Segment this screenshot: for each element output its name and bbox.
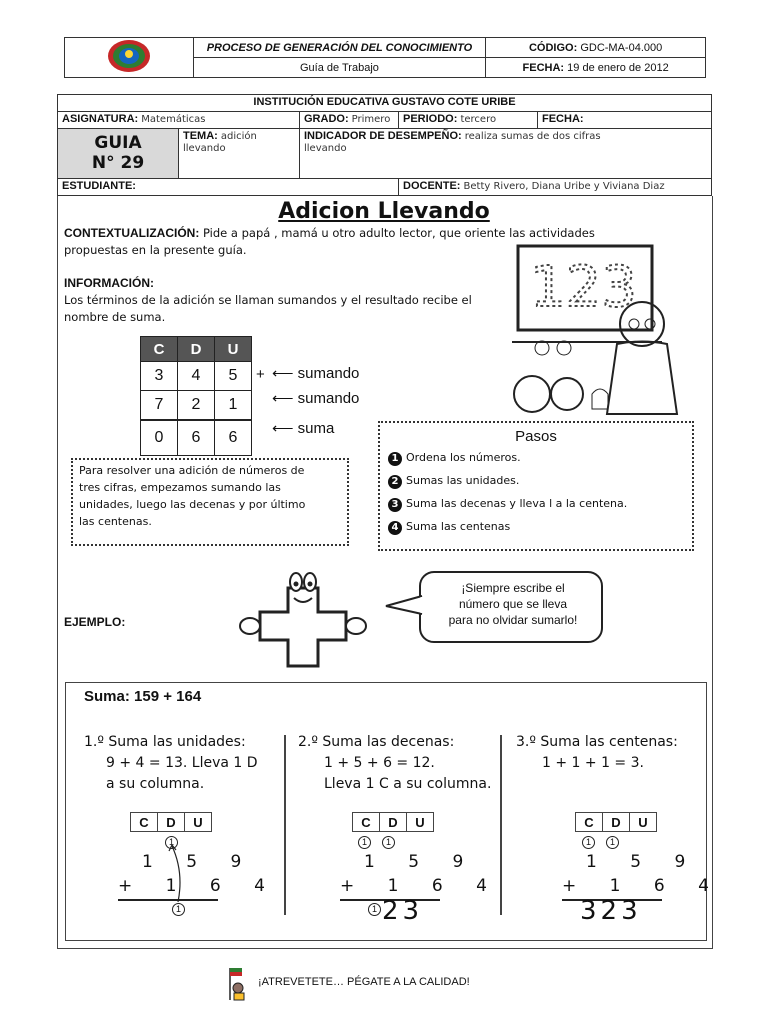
plus-character-icon: [238, 570, 368, 670]
plus-sign: +: [256, 366, 265, 383]
carry-circle: 1: [382, 836, 395, 849]
date-cell: FECHA: 19 de enero de 2012: [486, 58, 706, 78]
institution-name: INSTITUCIÓN EDUCATIVA GUSTAVO COTE URIBE: [58, 95, 712, 112]
carry-circle: 1: [606, 836, 619, 849]
cell: 7: [141, 391, 178, 421]
carry-circle: 1: [358, 836, 371, 849]
carry-circle: 1: [172, 903, 185, 916]
cell: 6: [178, 420, 215, 456]
step-item: 3 Suma las decenas y lleva l a la centena.: [388, 497, 692, 512]
carry-arrow-icon: [168, 842, 188, 904]
school-logo-icon: [106, 38, 152, 74]
step2-text: 2.º Suma las decenas: 1 + 5 + 6 = 12. Lleva 1 C a su columna.: [298, 734, 492, 792]
carry-circle: 1: [368, 903, 381, 916]
header-c: C: [141, 337, 178, 362]
guide-number: GUIA N° 29: [58, 128, 179, 179]
cell: 1: [215, 391, 252, 421]
indicator-cell: INDICADOR DE DESEMPEÑO: realiza sumas de dos cifras llevando: [300, 128, 712, 179]
date-field[interactable]: FECHA:: [538, 111, 712, 128]
cell: 3: [141, 362, 178, 391]
information-section: INFORMACIÓN: Los términos de la adición se llaman sumandos y el resultado recibe el nombre de suma.: [64, 276, 472, 324]
student-field[interactable]: ESTUDIANTE:: [58, 179, 399, 196]
header-d: D: [178, 337, 215, 362]
worked-example-title: Suma: 159 + 164: [84, 688, 202, 705]
step3-text: 3.º Suma las centenas: 1 + 1 + 1 = 3.: [516, 734, 678, 771]
addend-top: 1 5 9: [142, 852, 256, 872]
cell: 0: [141, 420, 178, 456]
partial-result: 23: [382, 896, 424, 926]
step-item: 1 Ordena los números.: [388, 451, 692, 466]
steps-title: Pasos: [515, 428, 557, 445]
step-item: 4 Suma las centenas: [388, 520, 692, 535]
header-table: [64, 37, 706, 78]
suma-label: ⟵ suma: [272, 420, 335, 437]
cell: 5: [215, 362, 252, 391]
addend-bottom: + 1 6 4: [562, 876, 723, 896]
page-title: Adicion Llevando: [278, 199, 490, 224]
cell: 4: [178, 362, 215, 391]
speech-bubble-text: ¡Siempre escribe el número que se lleva para no olvidar sumarlo!: [448, 581, 578, 627]
cell: 6: [215, 420, 252, 456]
teacher-cell: DOCENTE: Betty Rivero, Diana Uribe y Viviana Diaz: [399, 179, 712, 196]
step1-text: 1.º Suma las unidades: 9 + 4 = 13. Lleva 1 D a su columna.: [84, 734, 258, 792]
addend-bottom: + 1 6 4: [340, 876, 501, 896]
grade-cell: GRADO: Primero: [300, 111, 399, 128]
flag-mascot-icon: [224, 966, 248, 1002]
sumando-label-1: ⟵ sumando: [272, 365, 360, 382]
logo-cell: [65, 38, 194, 78]
info-table: [57, 94, 712, 196]
addend-top: 1 5 9: [364, 852, 478, 872]
column-divider: [284, 735, 286, 915]
carry-circle: 1: [165, 836, 178, 849]
carry-circle: 1: [582, 836, 595, 849]
mini-cdu-table-3: C D U: [575, 812, 657, 832]
code-cell: CÓDIGO: GDC-MA-04.000: [486, 38, 706, 58]
addend-bottom: + 1 6 4: [118, 876, 279, 896]
process-title: PROCESO DE GENERACIÓN DEL CONOCIMIENTO: [193, 38, 486, 58]
header-u: U: [215, 337, 252, 362]
footer-slogan: ¡ATREVETETE… PÉGATE A LA CALIDAD!: [258, 976, 470, 988]
mini-cdu-table-1: C D U: [130, 812, 212, 832]
context-section: CONTEXTUALIZACIÓN: Pide a papá , mamá u otro adulto lector, que oriente las actividades propuestas en la presente guía.: [64, 226, 595, 257]
subject-cell: ASIGNATURA: Matemáticas: [58, 111, 300, 128]
svg-text:123: 123: [530, 255, 637, 320]
sumando-label-2: ⟵ sumando: [272, 390, 360, 407]
cell: 2: [178, 391, 215, 421]
steps-box: [378, 421, 694, 551]
guide-subtitle: Guía de Trabajo: [193, 58, 486, 78]
topic-cell: TEMA: adición llevando: [179, 128, 300, 179]
note-box: Para resolver una adición de números de tres cifras, empezamos sumando las unidades, luego las decenas y por último las centenas.: [71, 458, 349, 546]
final-result: 323: [580, 896, 642, 926]
addend-top: 1 5 9: [586, 852, 700, 872]
period-cell: PERIODO: tercero: [399, 111, 538, 128]
girl-teacher-illustration: [512, 244, 694, 424]
cdu-place-value-table: [140, 336, 252, 456]
mini-cdu-table-2: C D U: [352, 812, 434, 832]
example-label: EJEMPLO:: [64, 615, 126, 629]
step-item: 2 Sumas las unidades.: [388, 474, 692, 489]
